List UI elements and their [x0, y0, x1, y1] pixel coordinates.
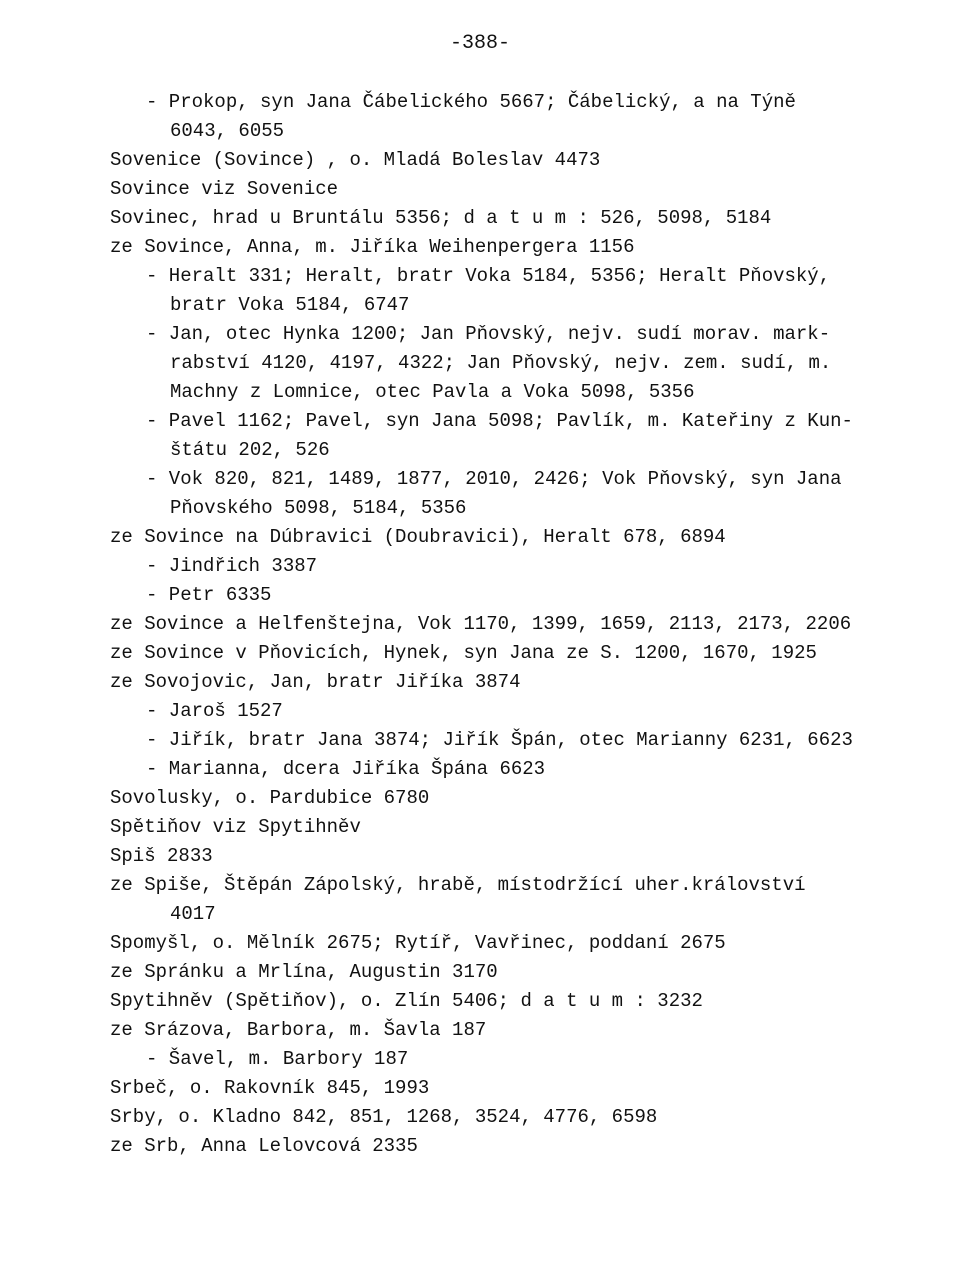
index-continuation: Machny z Lomnice, otec Pavla a Voka 5098, 5356: [170, 381, 695, 403]
index-continuation: Pňovského 5098, 5184, 5356: [170, 497, 467, 519]
index-entry: ze Spránku a Mrlína, Augustin 3170: [110, 961, 498, 983]
index-entry: Spomyšl, o. Mělník 2675; Rytíř, Vavřinec, poddaní 2675: [110, 932, 726, 954]
index-continuation: rabství 4120, 4197, 4322; Jan Pňovský, nejv. zem. sudí, m.: [170, 352, 832, 374]
index-subentry: - Vok 820, 821, 1489, 1877, 2010, 2426; Vok Pňovský, syn Jana: [146, 468, 842, 490]
index-entry: ze Sovince na Dúbravici (Doubravici), Heralt 678, 6894: [110, 526, 726, 548]
index-continuation: bratr Voka 5184, 6747: [170, 294, 410, 316]
index-entry: ze Sovince v Pňovicích, Hynek, syn Jana ze S. 1200, 1670, 1925: [110, 642, 817, 664]
index-entry: Sovolusky, o. Pardubice 6780: [110, 787, 430, 809]
index-subentry: - Jiřík, bratr Jana 3874; Jiřík Špán, otec Marianny 6231, 6623: [146, 729, 853, 751]
index-entries: [110, 88, 900, 1161]
index-subentry: - Jan, otec Hynka 1200; Jan Pňovský, nejv. sudí morav. mark-: [146, 323, 831, 345]
index-entry: ze Srb, Anna Lelovcová 2335: [110, 1135, 418, 1157]
index-entry: Spětiňov viz Spytihněv: [110, 816, 361, 838]
index-entry: Spiš 2833: [110, 845, 213, 867]
index-entry: ze Spiše, Štěpán Zápolský, hrabě, místodržící uher.království: [110, 874, 806, 896]
index-subentry: - Šavel, m. Barbory 187: [146, 1048, 409, 1070]
index-entry: ze Srázova, Barbora, m. Šavla 187: [110, 1019, 487, 1041]
index-subentry: - Petr 6335: [146, 584, 272, 606]
index-continuation: štátu 202, 526: [170, 439, 330, 461]
index-subentry: - Jaroš 1527: [146, 700, 283, 722]
index-entry: Srby, o. Kladno 842, 851, 1268, 3524, 4776, 6598: [110, 1106, 658, 1128]
index-entry: Sovenice (Sovince) , o. Mladá Boleslav 4473: [110, 149, 601, 171]
page-number: -388-: [449, 32, 510, 55]
index-entry: Sovinec, hrad u Bruntálu 5356; d a t u m : 526, 5098, 5184: [110, 207, 772, 229]
index-entry: Spytihněv (Spětiňov), o. Zlín 5406; d a t u m : 3232: [110, 990, 703, 1012]
index-subentry: - Pavel 1162; Pavel, syn Jana 5098; Pavlík, m. Kateřiny z Kun-: [146, 410, 853, 432]
index-subentry: - Prokop, syn Jana Čábelického 5667; Čábelický, a na Týně: [146, 91, 796, 113]
index-entry: Sovince viz Sovenice: [110, 178, 339, 200]
index-subentry: - Marianna, dcera Jiříka Špána 6623: [146, 758, 546, 780]
index-continuation: 4017: [170, 903, 216, 925]
index-subentry: - Jindřich 3387: [146, 555, 318, 577]
index-entry: ze Sovince, Anna, m. Jiříka Weihenpergera 1156: [110, 236, 635, 258]
index-subentry: - Heralt 331; Heralt, bratr Voka 5184, 5356; Heralt Pňovský,: [146, 265, 831, 287]
index-entry: ze Sovince a Helfenštejna, Vok 1170, 1399, 1659, 2113, 2173, 2206: [110, 613, 852, 635]
index-continuation: 6043, 6055: [170, 120, 285, 142]
index-entry: Srbeč, o. Rakovník 845, 1993: [110, 1077, 430, 1099]
index-entry: ze Sovojovic, Jan, bratr Jiříka 3874: [110, 671, 521, 693]
